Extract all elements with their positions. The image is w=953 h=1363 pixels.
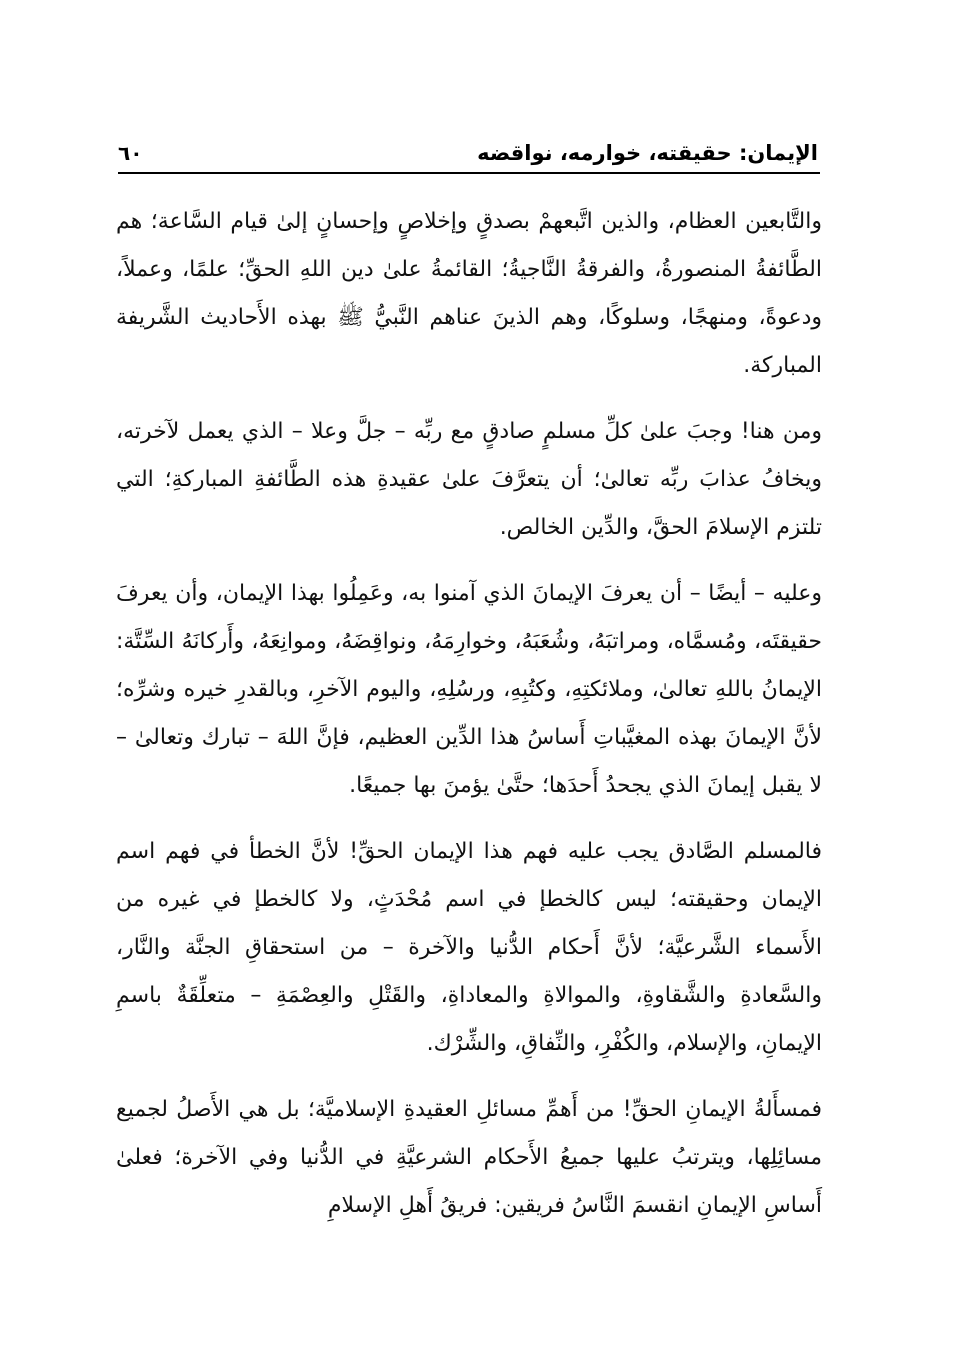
paragraph-1: والتَّابعين العظام، والذين اتَّبعهمْ بصدقٍ وإخلاصٍ وإحسانٍ إلىٰ قيام السَّاعة؛ هم الطَّائفةُ المنصورةُ، والفرقةُ النَّاجيةُ؛ القائمةُ علىٰ دين اللهِ الحقِّ؛ علمًا، وعملاً، ودعوةً، ومنهجًا، وسلوكًا، وهم الذينَ عناهم النَّبيُّ ﷺ بهذه الأَحاديث الشَّريفة المباركة. [116, 209, 822, 378]
running-header-title: الإيمان: حقيقته، خوارمه، نواقضه [477, 141, 818, 165]
paragraph-2: ومن هنا! وجبَ علىٰ كلِّ مسلمٍ صادقٍ مع ربِّه – جلَّ وعلا – الذي يعمل لآخرته، ويخافُ عذابَ ربِّه تعالىٰ؛ أن يتعرَّفَ علىٰ عقيدةِ هذه الطَّائفةِ المباركةِ؛ التي تلتزم الإسلامَ الحقَّ، والدِّين الخالص. [116, 419, 822, 540]
paragraph-3: وعليه – أيضًا – أن يعرفَ الإيمانَ الذي آمنوا به، وعَمِلُوا بهذا الإيمان، وأن يعرفَ حقيقتَه، ومُسمَّاه، ومراتبَهُ، وشُعَبَهُ، وخوارِمَهُ، ونواقِضَهُ، وموانِعَهُ، وأَركانَهُ السِّتَّة: الإيمانُ باللهِ تعالىٰ، وملائكتِهِ، وكتُبِهِ، ورسُلِهِ، واليوم الآخرِ، وبالقدرِ خيره وشرِّه؛ لأنَّ الإيمانَ بهذه المغيَّباتِ أَساسُ هذا الدِّين العظيم، فإنَّ اللهَ – تبارك وتعالىٰ – لا يقبل إيمانَ الذي يجحدُ أَحدَها؛ حتَّىٰ يؤمنَ بها جميعًا. [116, 581, 822, 798]
body-text [116, 198, 822, 1230]
paragraph-5: فمسأَلةُ الإيمانِ الحقِّ! من أَهمِّ مسائلِ العقيدةِ الإسلاميَّة؛ بل هي الأَصلُ لجميع مسائِلِها، ويترتبُ عليها جميعُ الأَحكام الشرعيَّةِ في الدُّنيا وفي الآخرة؛ فعلىٰ أَساسِ الإيمانِ انقسمَ النَّاسُ فريقين: فريقُ أَهلِ الإسلامِ [116, 1097, 822, 1218]
page-number: ٦٠ [118, 141, 143, 165]
running-header [118, 138, 818, 172]
header-divider [118, 172, 820, 174]
paragraph-4: فالمسلم الصَّادق يجب عليه فهم هذا الإيمان الحقِّ! لأنَّ الخطأ في فهم اسم الإيمان وحقيقته؛ ليس كالخطإ في اسم مُحْدَثٍ، ولا كالخطإ في غيره من الأَسماء الشَّرعيَّة؛ لأنَّ أَحكام الدُّنيا والآخرة – من استحقاقِ الجنَّة والنَّار، والسَّعادةِ والشَّقاوةِ، والموالاةِ والمعاداةِ، والقَتْلِ والعِصْمَةِ – متعلِّقَةٌ باسمِ الإيمانِ، والإسلام، والكُفْرِ، والنِّفاقِ، والشِّرْك. [116, 839, 822, 1056]
